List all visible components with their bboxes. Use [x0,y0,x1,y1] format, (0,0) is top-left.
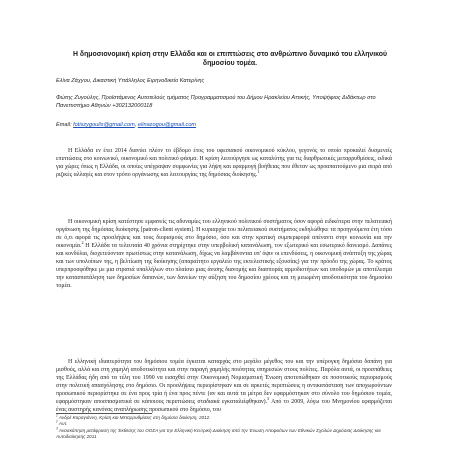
footnote-text: Αυτ. [57,421,68,427]
paragraph-2-text-b: Η Ελλάδα τα τελευταία 40 χρόνια στηρίχτηκε στην υπερβολική κατανάλωση, τον εξωτερικό και εσωτερικό δανεισμό. Δαπάνες και κονδύλια, διοχετεύονταν πρωτίστως στην κατανάλωση, δίχως να λαμβάνονται υπ' όψιν οι επενδύσεις, η οικονομική ανάπτυξη της χώρας και των υπολοίπων της, η βελτίωση της διοίκησης (απαραίτητο εργαλείο της εκτελεστικής εξουσίας) για την πρόοδο της χώρας. Το κράτος υπερπροσφόθηκε με μια στρατιά υπαλλήλων στο πλαίσιο μιας άνισης διανομής και διασποράς αρμοδιοτήτων και υποδομών με αποτέλεσμα την κατασπατάληση των δημοσίων δαπανών, των δανείων την αύξηση του δημοσίου χρέους και τη μειωμένη αποδοτικότητα του δημοσίου τομέα. [56,242,392,289]
email-separator: , [134,122,138,128]
email-line [56,121,196,129]
footnotes [56,415,392,440]
footnote-text: Ανδρέ Καραγιάννη, Κρίση και Μεταρρυθμίσεις στη δημόσια διοίκηση, 2012. [57,415,211,420]
footnote-ref-3: 3 [267,395,270,401]
footnote-ref-1: 1 [257,168,260,174]
author-line-1: Ελίνα Ζάχγου, Δικαστική Υπάλληλος Ειρηνοδικείο Κατερίνης [56,78,205,84]
email-link-2[interactable]: elinazogou@gmail.com [137,122,197,128]
footnote-divider [56,413,152,414]
footnote-mark: 3 [56,426,58,431]
footnote-text: Ανασκόπηση μετάφραση της Έκθεσης του ΟΟΣΑ για την Ελληνική Κεντρική Διοίκηση από την Ένωση Αποφοίτων των Εθνικών Σχολών Δημόσιας Διοίκησης και Αυτοδιοίκησης 2011 [56,427,381,439]
footnote-mark: 1 [56,413,58,418]
footnote-mark: 2 [56,419,58,424]
paragraph-2 [56,219,392,291]
document-title: Η δημοσιονομική κρίση στην Ελλάδα και οι επιπτώσεις στο ανθρώπινο δυναμικό του ελληνικού δημοσίου τομέα. [73,51,387,67]
footnote-3 [56,428,392,441]
email-label: Email: [56,122,72,128]
paragraph-2-text-a: Η οικονομική κρίση κατέστησε εμφανείς τις αδυναμίες του ελληνικού πολιτικού συστήματος όσον αφορά ειδικότερα στην πελατειακή οργάνωση της δημόσιας διοίκησης [patron-client system]. Η κυριαρχία του πελατειακού συστήματος εκδηλώθηκε τα προηγούμενα έτη τόσο σε ό,τι αφορά τις προσλήψεις και τους διορισμούς στο δημόσιο, όσο και στην κρατική συμπεριφορά απέναντι στην κοινωνία και την οικονομία. [56,219,392,249]
paragraph-3-text-b: Από το 2009, λόγω του Μνημονίου εφαρμόζεται ένας αυστηρής κανόνας αναπλήρωσης προσωπικού στο δημόσιο, του [56,398,392,413]
email-link-1[interactable]: fotiszygoulis@gmail.com [73,122,135,128]
paragraph-3-text-a: Η ελληνική ιδιαιτερότητα του δημόσιου τομέα έγκειται καταρχάς στο μεγάλο μέγεθος του και την υπέρογκη δημόσια δαπάνη για μισθούς, αλλά και στη χαμηλή αποδοτικότητα και στην παραγή χαμηλής ποιότητας υπηρεσιών στους πολίτες. Παρόλα αυτά, οι προσπάθειες της Ελλάδας ήδη από τα τέλη του 1990 να εισαχθεί στην Οικονομική Νομισματική Ένωση αποτυπώθηκαν σε ποσοτικούς περιορισμούς στην πολιτική απασχόλησης στο δημόσιο. Οι προσλήψεις περιορίστηκαν και σε αρκετές περιπτώσεις η αντικατάσταση των αποχωρούντων προσωπικού περιορίστηκε σε ένα προς τρία ή ένα προς πέντε (αν και αυτά τα μέτρα δεν εφαρμόστηκαν στο σύνολο του δημόσιου τομέα, εφαρμόστηκαν αποσπασματικά σε κάποιους περιπτώσεις σταδιακά εγκαταλείφθηκαν). [56,359,392,405]
footnote-ref-2: 2 [81,239,84,245]
author-line-2: Φώτης Ζυγούλης, Προϊστάμενος Αυτοτελούς τμήματος Προγραμματισμού του Δήμου Ηρακλείου Αττικής, Υποψήφιος Διδάκτωρ στο Πανεπιστήμιο Αθηνών +302132000118 [56,95,376,109]
paragraph-1-text: Η Ελλάδα εν έτει 2014 διανύει πλέον το έβδομο έτος του υφεσιακού οικονομικού κύκλου, γεγονός το οποίο προκαλεί δυσμενείς επιπτώσεις στο κοινωνικό, οικονομικό και πολιτικό φάσμα. Η κρίση λειτούργησε ως καταλύτης για τις διαρθρωτικές μεταρρυθμίσεις, ειδικά για χώρες όπως η Ελλάδα, οι οποίες υπέγραψαν συμφωνίες για λήψη και εφαρμογή βοήθειας που έθεταν ως προαπαιτούμενο μια σειρά από ριζικές αλλαγές και στον τρόπο οργάνωσης και λειτουργίας της δημόσιας διοίκησης. [56,148,392,178]
paragraph-1 [56,148,392,180]
